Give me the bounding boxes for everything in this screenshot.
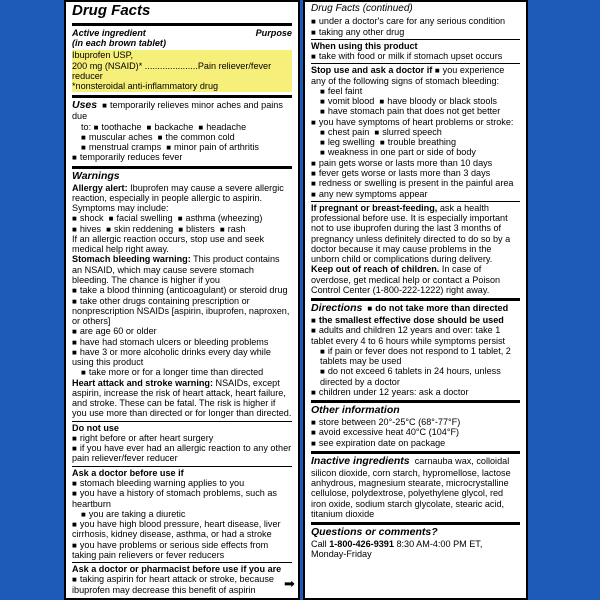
active-ingredient-sub: (in each brown tablet) [72,38,166,49]
pregnant-text: ask a health professional before use. It is especially important not to use ibuprofen during the last 3 months of pregnancy unless definitely directed to do so by a doctor because it may cause problems in the unborn child or complications during delivery. [311,202,511,265]
allergy-item: ■ facial swelling [109,213,173,223]
stomach-item: ■ have had stomach ulcers or bleeding problems [72,337,292,347]
questions-hours: 8:30 AM-4:00 PM ET, Monday-Friday [311,538,483,560]
heart-label: Heart attack and stroke warning: [72,377,213,388]
directions-sub: ■ do not exceed 6 tablets in 24 hours, unless directed by a doctor [311,366,520,387]
stop-lead: ■ you experience any of the following signs of stomach bleeding: [311,65,504,85]
allergy-item: ■ skin reddening [106,224,173,234]
use-item: ■ muscular aches [81,132,153,142]
stop-more-item: ■ redness or swelling is present in the painful area [311,178,520,188]
ask-item: ■ you have high blood pressure, heart disease, liver cirrhosis, kidney disease, asthma, or had a stroke [72,519,292,540]
pregnant-label: If pregnant or breast-feeding, [311,202,438,213]
use-item: ■ menstrual cramps [81,142,161,152]
directions-item: ■ adults and children 12 years and over: take 1 tablet every 4 to 6 hours while symptoms persist [311,325,520,346]
ask2-heading: Ask a doctor or pharmacist before use if you are [72,564,282,575]
questions-heading: Questions or comments? [311,526,438,539]
active-ingredient-box [72,50,292,91]
stomach-item: ■ take other drugs containing prescription or nonprescription NSAIDs [aspirin, ibuprofen, naproxen, or others] [72,296,292,327]
questions-phone: 1-800-426-9391 [329,538,394,549]
directions-heading: Directions [311,302,363,315]
stomach-item: ■ have 3 or more alcoholic drinks every day while using this product [72,347,292,368]
donot-item: ■ right before or after heart surgery [72,433,292,443]
stop-sb-item: ■ feel faint [320,86,362,96]
other-item: ■ avoid excessive heat 40°C (104°F) [311,427,520,437]
donot-item: ■ if you have ever had an allergic reaction to any other pain reliever/fever reducer [72,443,292,464]
uses-section [72,100,292,163]
use-item: ■ toothache [94,122,142,132]
stop-heart-item: ■ weakness in one part or side of body [311,147,520,157]
inactive-heading: Inactive ingredients [311,454,410,467]
drug-facts-right-panel [303,0,528,600]
ask-item: ■ stomach bleeding warning applies to you [72,478,292,488]
stop-heading: Stop use and ask a doctor if [311,65,433,76]
active-ingredient-heading: Active ingredient [72,27,146,38]
allergy-item: ■ shock [72,213,104,223]
other-heading: Other information [311,404,400,417]
stop-sb-item: ■ have stomach pain that does not get better [311,106,520,116]
ask-item: ■ you are taking a diuretic [72,509,292,519]
using-heading: When using this product [311,40,418,51]
stop-more-item: ■ any new symptoms appear [311,189,520,199]
stomach-label: Stomach bleeding warning: [72,254,191,265]
directions-item: ■ the smallest effective dose should be used [311,315,520,325]
use-item: ■ headache [198,122,246,132]
stop-more-item: ■ fever gets worse or lasts more than 3 days [311,168,520,178]
top-item: ■ taking any other drug [311,27,520,37]
heart-text: NSAIDs, except aspirin, increase the risk of heart attack, heart failure, and stroke. These can be fatal. The risk is higher if you use more than directed or for longer than directed. [72,377,292,419]
other-item: ■ see expiration date on package [311,438,520,448]
top-item: ■ under a doctor's care for any serious condition [311,16,520,26]
stop-heart-item: ■ trouble breathing [380,137,456,147]
uses-to: to: [81,121,92,132]
directions-lead: ■ do not take more than directed [367,303,508,313]
ingredient-purpose: Pain reliever/fever reducer [72,60,272,81]
allergy-item: ■ hives [72,224,101,234]
stomach-text: This product contains an NSAID, which may cause severe stomach bleeding. The chance is higher if you [72,254,280,285]
allergy-item: ■ asthma (wheezing) [178,213,263,223]
stop-heart-item: ■ leg swelling [320,137,375,147]
drug-facts-title: Drug Facts [72,2,151,19]
ingredient-name: Ibuprofen USP, [72,50,134,61]
allergy-item: ■ blisters [178,224,215,234]
stomach-item: ■ are age 60 or older [72,326,292,336]
donot-heading: Do not use [72,422,119,433]
drug-facts-left-panel [64,0,300,600]
allergy-after: If an allergic reaction occurs, stop use and seek medical help right away. [72,233,265,255]
use-item: ■ minor pain of arthritis [166,142,259,152]
directions-child: ■ children under 12 years: ask a doctor [311,387,520,397]
stop-sb-item: ■ have bloody or black stools [379,96,497,106]
uses-heading: Uses [72,98,98,111]
drug-facts-continued-title [311,3,520,14]
other-item: ■ store between 20°-25°C (68°-77°F) [311,417,520,427]
allergy-label: Allergy alert: [72,182,128,193]
ask-item: ■ you have a history of stomach problems, such as heartburn [72,488,292,509]
continue-arrow-icon: ➡ [284,576,295,591]
stop-heart-lead: ■ you have symptoms of heart problems or stroke: [311,117,520,127]
directions-sub: ■ if pain or fever does not respond to 1 tablet, 2 tablets may be used [311,346,520,367]
stop-heart-item: ■ slurred speech [374,127,442,137]
warnings-heading: Warnings [72,169,120,182]
continued-title-text: Drug Facts [311,3,360,14]
stop-heart-item: ■ chest pain [320,127,369,137]
stomach-item: ■ take more or for a longer time than directed [72,367,292,377]
active-header [72,28,292,49]
using-item: ■ take with food or milk if stomach upset occurs [311,51,520,61]
purpose-heading: Purpose [255,27,292,38]
inactive-text: carnauba wax, colloidal silicon dioxide, corn starch, hypromellose, lactose anhydrous, magnesium stearate, microcrystalline cellulose, polydextrose, polyethylene glycol, red iron oxide, sodium starch glycolate, stearic acid, titanium dioxide [311,455,511,519]
stop-more-item: ■ pain gets worse or lasts more than 10 days [311,158,520,168]
stomach-item: ■ take a blood thinning (anticoagulant) or steroid drug [72,285,292,295]
keep-label: Keep out of reach of children. [311,264,440,275]
questions-call: Call [311,538,327,549]
ask-item: ■ you have problems or serious side effects from taking pain relievers or fever reducers [72,540,292,561]
use-item: ■ the common cold [158,132,235,142]
stop-sb-item: ■ vomit blood [320,96,374,106]
nsaid-note: *nonsteroidal anti-inflammatory drug [72,81,219,92]
uses-fever: ■ temporarily reduces fever [72,152,292,162]
ingredient-dose: 200 mg (NSAID)* ..................... [72,60,198,71]
continued-suffix: (continued) [362,3,413,14]
ask-heading: Ask a doctor before use if [72,467,184,478]
use-item: ■ backache [147,122,194,132]
keep-text: In case of overdose, get medical help or contact a Poison Control Center (1-800-222-1222) right away. [311,264,501,295]
ask2-item: ■ taking aspirin for heart attack or stroke, because ibuprofen may decrease this benefit of aspirin [72,574,292,595]
allergy-item: ■ rash [220,224,246,234]
warnings-section [72,171,292,595]
uses-intro: ■ temporarily relieves minor aches and pains due [72,100,283,122]
allergy-text: Ibuprofen may cause a severe allergic reaction, especially in people allergic to aspirin. Symptoms may include: [72,182,284,214]
